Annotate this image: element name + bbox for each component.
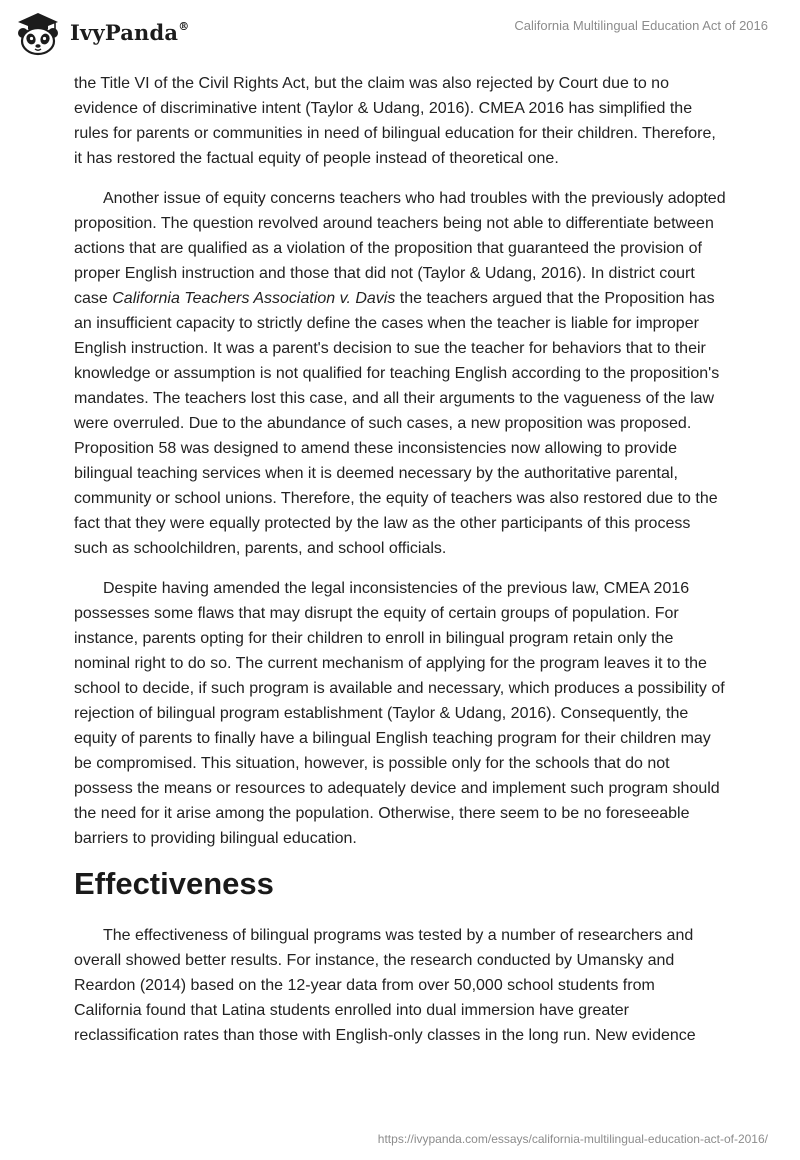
paragraph-2 xyxy=(74,186,726,561)
brand-name xyxy=(70,20,189,45)
panda-graduation-cap-icon xyxy=(14,10,62,56)
section-heading-effectiveness: Effectiveness xyxy=(74,866,274,901)
paragraph-3: Despite having amended the legal inconsistencies of the previous law, CMEA 2016 possesses some flaws that may disrupt the equity of certain groups of population. For instance, parents opting for their children to enroll in bilingual program retain only the nominal right to do so. The current mechanism of applying for the program leaves it to the school to decide, if such program is available and necessary, which produces a possibility of rejection of bilingual program establishment (Taylor & Udang, 2016). Consequently, the equity of parents to finally have a bilingual English teaching program for their children may be compromised. This situation, however, is possible only for the schools that do not possess the means or resources to adequately device and implement such program should the need for it arise among the population. Otherwise, there seem to be no foreseeable barriers to providing bilingual education. xyxy=(74,580,725,847)
essay-content xyxy=(74,71,726,1063)
paragraph-1: the Title VI of the Civil Rights Act, but the claim was also rejected by Court due to no evidence of discriminative intent (Taylor & Udang, 2016). CMEA 2016 has simplified the rules for parents or communities in need of bilingual education for their children. Therefore, it has restored the factual equity of people instead of theoretical one. xyxy=(74,75,716,167)
source-url[interactable]: https://ivypanda.com/essays/california-multilingual-education-act-of-2016/ xyxy=(377,1132,768,1146)
paragraph-4: The effectiveness of bilingual programs was tested by a number of researchers and overall showed better results. For instance, the research conducted by Umansky and Reardon (2014) based on the 12-year data from over 50,000 school students from California found that Latina students enrolled into dual immersion have greater reclassification rates than those with English-only classes in the long run. New evidence xyxy=(74,927,696,1044)
document-title: California Multilingual Education Act of 2016 xyxy=(514,18,768,33)
ivypanda-logo[interactable] xyxy=(14,10,214,56)
brand-name-text: IvyPanda xyxy=(70,20,179,45)
paragraph-2-part-1: Another issue of equity concerns teachers who had troubles with the previously adopted proposition. The question revolved around teachers being not able to differentiate between actions that are qualified as a violation of the proposition that guaranteed the provision of proper English instruction and those that did not (Taylor & Udang, 2016). In district court case xyxy=(74,190,726,307)
paragraph-2-part-2: the teachers argued that the Proposition has an insufficient capacity to strictly define the cases when the teacher is liable for improper English instruction. It was a parent's decision to sue the teacher for behaviors that to their knowledge or assumption is not qualified for teaching English according to the proposition's mandates. The teachers lost this case, and all their arguments to the vagueness of the law were overruled. Due to the abundance of such cases, a new proposition was proposed. Proposition 58 was designed to amend these inconsistencies now allowing to provide bilingual teaching services when it is deemed necessary by the authoritative parental, community or school unions. Therefore, the equity of teachers was also restored due to the fact that they were equally protected by the law as the other participants of this process such as schoolchildren, parents, and school officials. xyxy=(74,290,720,557)
page-header xyxy=(0,0,800,60)
case-name: California Teachers Association v. Davis xyxy=(112,290,396,307)
registered-mark: ® xyxy=(178,20,190,33)
